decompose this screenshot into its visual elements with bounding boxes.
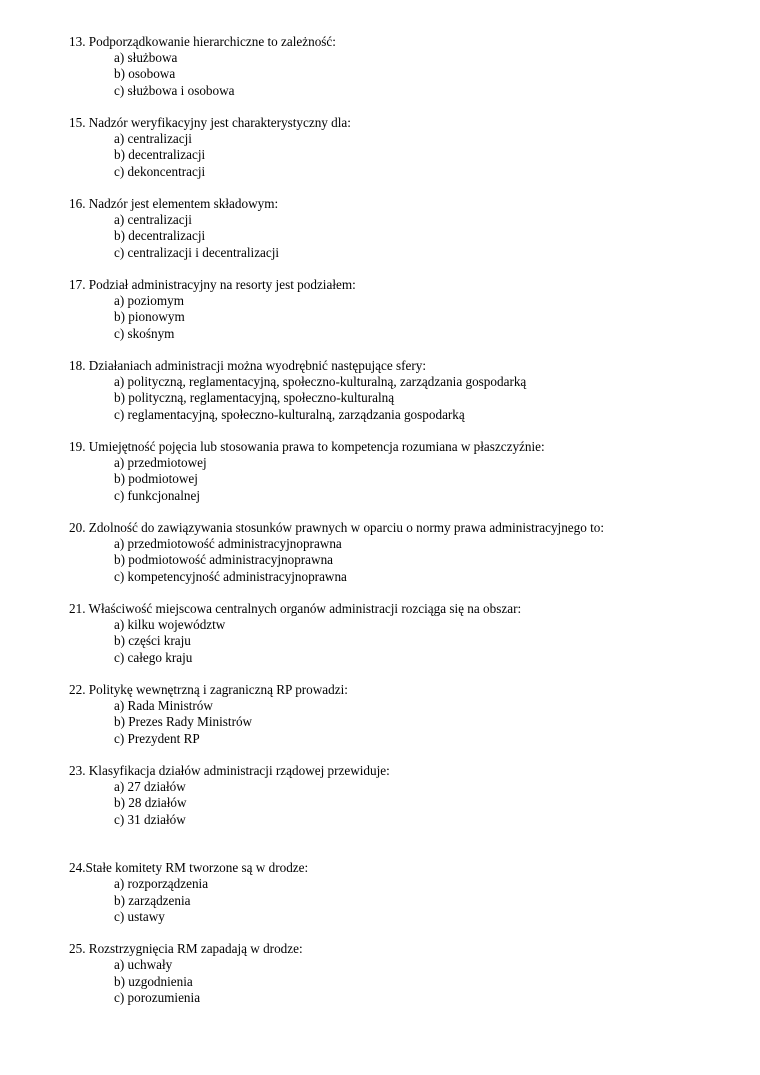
answer-c: c) reglamentacyjną, społeczno-kulturalną, zarządzania gospodarką bbox=[114, 406, 465, 422]
question-text: 24.Stałe komitety RM tworzone są w drodze: bbox=[69, 860, 309, 876]
question-text: 13. Podporządkowanie hierarchiczne to zależność: bbox=[69, 34, 336, 49]
question-text: 20. Zdolność do zawiązywania stosunków prawnych w oparciu o normy prawa administracyjnego to: bbox=[69, 520, 605, 535]
question-text: 17. Podział administracyjny na resorty jest podziałem: bbox=[69, 277, 356, 292]
answer-b: b) decentralizacji bbox=[114, 228, 206, 244]
question-text: 25. Rozstrzygnięcia RM zapadają w drodze: bbox=[69, 941, 303, 957]
answer-b: b) zarządzenia bbox=[114, 892, 191, 908]
answer-b: b) podmiotowej bbox=[114, 471, 198, 487]
answer-c: c) kompetencyjność administracyjnoprawna bbox=[114, 568, 347, 584]
answer-b: b) uzgodnienia bbox=[114, 973, 193, 989]
spacer bbox=[69, 747, 749, 763]
answer-a: a) 27 działów bbox=[114, 779, 186, 795]
answer-a: a) służbowa bbox=[114, 50, 178, 66]
question-17 bbox=[69, 277, 749, 342]
spacer bbox=[69, 423, 749, 439]
answer-a: a) uchwały bbox=[114, 957, 173, 973]
question-25 bbox=[69, 941, 749, 1006]
question-23 bbox=[69, 763, 749, 828]
question-15 bbox=[69, 115, 749, 180]
question-16 bbox=[69, 196, 749, 261]
answer-a: a) kilku województw bbox=[114, 617, 226, 633]
spacer bbox=[69, 666, 749, 682]
spacer bbox=[69, 261, 749, 277]
answer-a: a) Rada Ministrów bbox=[114, 698, 213, 714]
answer-c: c) służbowa i osobowa bbox=[114, 82, 235, 98]
question-text: 19. Umiejętność pojęcia lub stosowania prawa to kompetencja rozumiana w płaszczyźnie: bbox=[69, 439, 545, 454]
question-21 bbox=[69, 601, 749, 666]
answer-b: b) podmiotowość administracyjnoprawna bbox=[114, 552, 334, 568]
answer-b: b) części kraju bbox=[114, 633, 191, 649]
question-13 bbox=[69, 34, 749, 99]
spacer bbox=[69, 925, 749, 941]
document-page bbox=[69, 34, 749, 1006]
question-22 bbox=[69, 682, 749, 747]
answer-b: b) pionowym bbox=[114, 309, 185, 325]
answer-c: c) całego kraju bbox=[114, 649, 193, 665]
answer-c: c) ustawy bbox=[114, 908, 165, 924]
question-text: 15. Nadzór weryfikacyjny jest charakterystyczny dla: bbox=[69, 115, 351, 130]
answer-c: c) funkcjonalnej bbox=[114, 487, 201, 503]
answer-c: c) dekoncentracji bbox=[114, 163, 206, 179]
answer-a: a) centralizacji bbox=[114, 212, 192, 228]
question-text: 18. Działaniach administracji można wyodrębnić następujące sfery: bbox=[69, 358, 427, 373]
answer-c: c) centralizacji i decentralizacji bbox=[114, 244, 280, 260]
answer-a: a) przedmiotowej bbox=[114, 455, 207, 471]
spacer bbox=[69, 180, 749, 196]
answer-c: c) porozumienia bbox=[114, 989, 201, 1005]
answer-c: c) 31 działów bbox=[114, 811, 186, 827]
spacer bbox=[69, 828, 749, 860]
answer-c: c) Prezydent RP bbox=[114, 730, 200, 746]
question-24 bbox=[69, 860, 749, 925]
answer-a: a) rozporządzenia bbox=[114, 876, 209, 892]
question-text: 23. Klasyfikacja działów administracji rządowej przewiduje: bbox=[69, 763, 390, 778]
answer-c: c) skośnym bbox=[114, 325, 175, 341]
spacer bbox=[69, 504, 749, 520]
question-20 bbox=[69, 520, 749, 585]
question-18 bbox=[69, 358, 749, 423]
answer-b: b) polityczną, reglamentacyjną, społeczno-kulturalną bbox=[114, 390, 395, 406]
answer-a: a) centralizacji bbox=[114, 131, 192, 147]
answer-b: b) 28 działów bbox=[114, 795, 187, 811]
answer-a: a) polityczną, reglamentacyjną, społeczno-kulturalną, zarządzania gospodarką bbox=[114, 374, 527, 390]
question-text: 21. Właściwość miejscowa centralnych organów administracji rozciąga się na obszar: bbox=[69, 601, 522, 616]
question-19 bbox=[69, 439, 749, 504]
answer-b: b) osobowa bbox=[114, 66, 176, 82]
answer-a: a) poziomym bbox=[114, 293, 184, 309]
answer-b: b) decentralizacji bbox=[114, 147, 206, 163]
answer-b: b) Prezes Rady Ministrów bbox=[114, 714, 253, 730]
answer-a: a) przedmiotowość administracyjnoprawna bbox=[114, 536, 342, 552]
question-text: 22. Politykę wewnętrzną i zagraniczną RP prowadzi: bbox=[69, 682, 348, 697]
spacer bbox=[69, 585, 749, 601]
spacer bbox=[69, 342, 749, 358]
question-text: 16. Nadzór jest elementem składowym: bbox=[69, 196, 279, 211]
spacer bbox=[69, 99, 749, 115]
